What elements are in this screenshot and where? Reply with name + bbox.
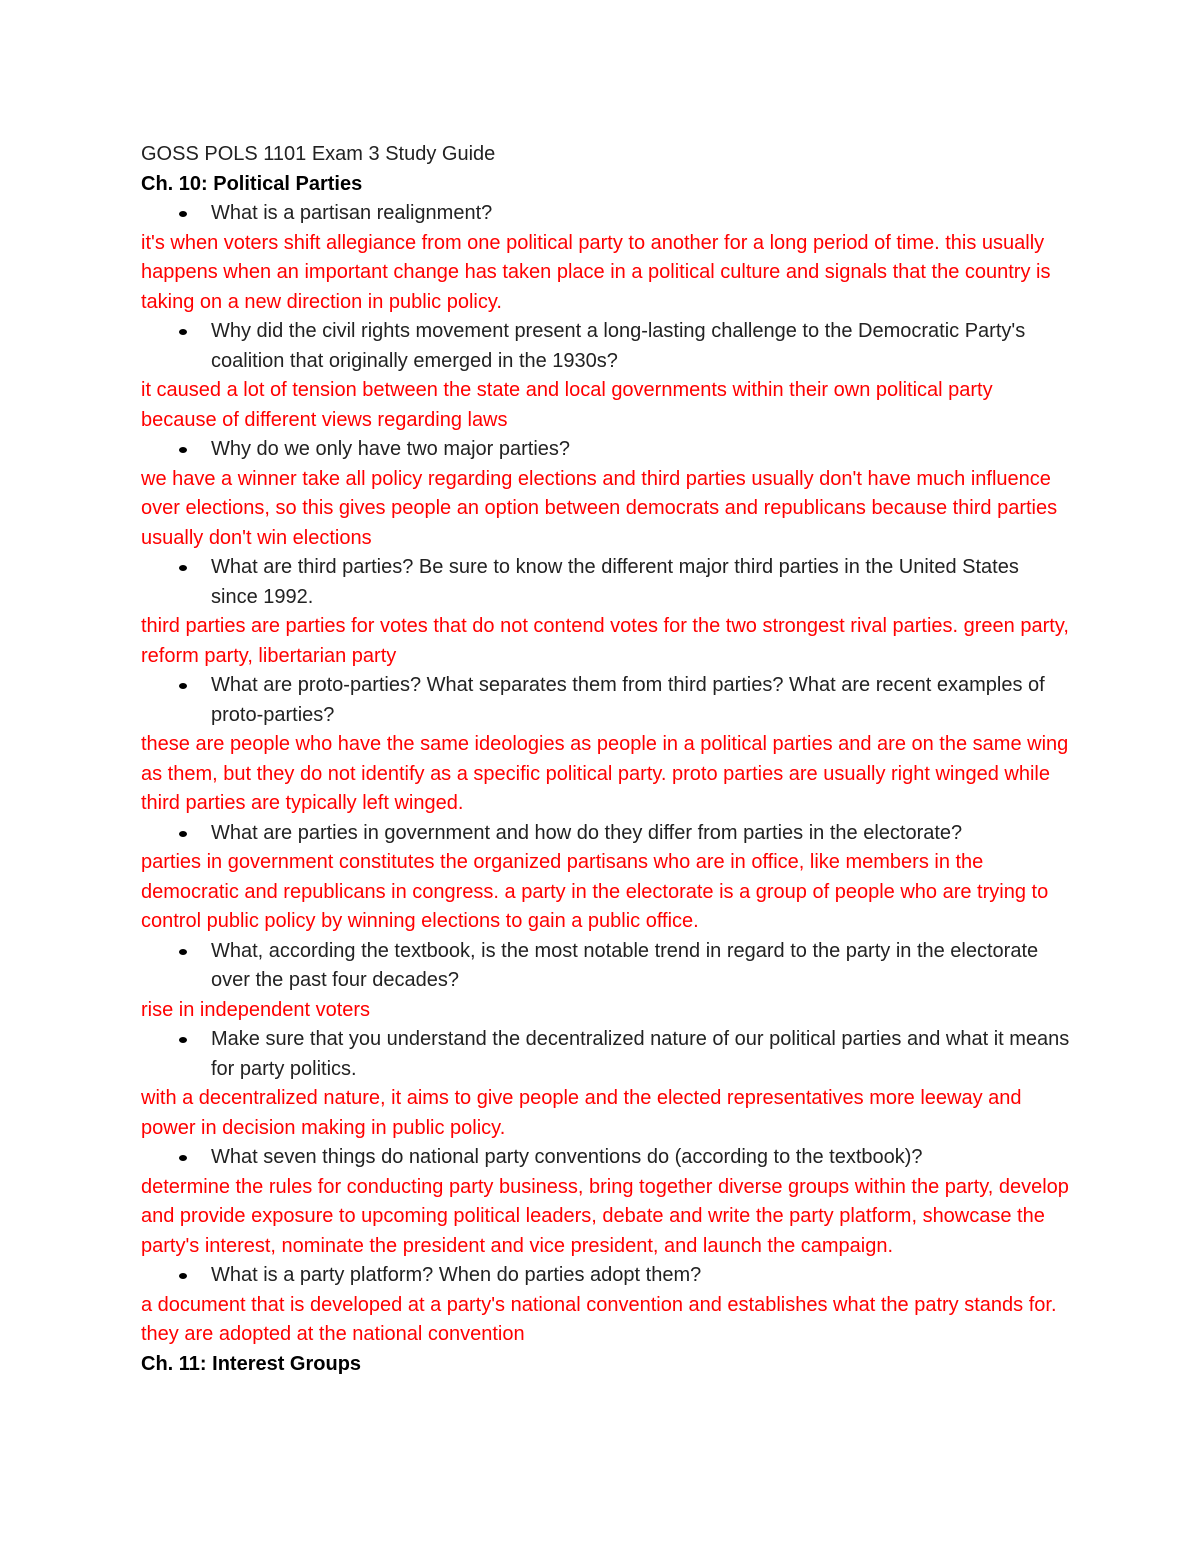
question-item bbox=[141, 1025, 1071, 1143]
answer-text: it caused a lot of tension between the state and local governments within their own political party because of different views regarding laws bbox=[141, 379, 993, 431]
bullet-icon bbox=[179, 1155, 187, 1161]
answer-text: rise in independent voters bbox=[141, 998, 371, 1021]
question-item bbox=[141, 553, 1071, 671]
question-text: What are proto-parties? What separates them from third parties? What are recent examples of proto-parties? bbox=[141, 671, 1071, 730]
chapter-11-heading: Ch. 11: Interest Groups bbox=[141, 1352, 362, 1375]
answer-text: with a decentralized nature, it aims to give people and the elected representatives more leeway and power in decision making in public policy. bbox=[141, 1087, 1022, 1139]
answer-text: we have a winner take all policy regarding elections and third parties usually don't have much influence over elections, so this gives people an option between democrats and republicans because third parties usually don't win elections bbox=[141, 467, 1058, 549]
question-item bbox=[141, 435, 1071, 553]
answer-text: it's when voters shift allegiance from one political party to another for a long period of time. this usually happens when an important change has taken place in a political culture and signals that the country is taking on a new direction in public policy. bbox=[141, 231, 1051, 313]
bullet-icon bbox=[179, 949, 187, 955]
question-item bbox=[141, 671, 1071, 819]
question-text: Why do we only have two major parties? bbox=[141, 435, 1071, 465]
bullet-icon bbox=[179, 683, 187, 689]
bullet-icon bbox=[179, 1273, 187, 1279]
answer-text: parties in government constitutes the organized partisans who are in office, like members in the democratic and republicans in congress. a party in the electorate is a group of people who are trying to control public policy by winning elections to gain a public office. bbox=[141, 851, 1049, 932]
answer-text: third parties are parties for votes that do not contend votes for the two strongest rival parties. green party, reform party, libertarian party bbox=[141, 615, 1069, 667]
bullet-icon bbox=[179, 447, 187, 453]
answer-text: determine the rules for conducting party business, bring together diverse groups within the party, develop and provide exposure to upcoming political leaders, debate and write the party platform, showcase the party's interest, nominate the president and vice president, and launch the campaign. bbox=[141, 1175, 1069, 1257]
question-text: What are third parties? Be sure to know the different major third parties in the United States since 1992. bbox=[141, 553, 1071, 612]
chapter-10-heading: Ch. 10: Political Parties bbox=[141, 172, 363, 195]
document-title: GOSS POLS 1101 Exam 3 Study Guide bbox=[141, 143, 496, 165]
document-page bbox=[141, 140, 1071, 1379]
bullet-icon bbox=[179, 831, 187, 837]
question-text: What, according the textbook, is the most notable trend in regard to the party in the electorate over the past four decades? bbox=[141, 937, 1071, 996]
question-text: What is a party platform? When do parties adopt them? bbox=[141, 1261, 1071, 1291]
question-text: What are parties in government and how do they differ from parties in the electorate? bbox=[141, 819, 1071, 849]
question-item bbox=[141, 1143, 1071, 1261]
question-item bbox=[141, 819, 1071, 937]
bullet-icon bbox=[179, 565, 187, 571]
answer-text: these are people who have the same ideologies as people in a political parties and are on the same wing as them, but they do not identify as a specific political party. proto parties are usually right winged while third parties are typically left winged. bbox=[141, 733, 1069, 814]
question-text: Why did the civil rights movement present a long-lasting challenge to the Democratic Party's coalition that originally emerged in the 1930s? bbox=[141, 317, 1071, 376]
bullet-icon bbox=[179, 211, 187, 217]
bullet-icon bbox=[179, 1037, 187, 1043]
question-text: Make sure that you understand the decentralized nature of our political parties and what it means for party politics. bbox=[141, 1025, 1071, 1084]
question-text: What is a partisan realignment? bbox=[141, 199, 1071, 229]
question-item bbox=[141, 937, 1071, 1026]
question-text: What seven things do national party conventions do (according to the textbook)? bbox=[141, 1143, 1071, 1173]
question-item bbox=[141, 317, 1071, 435]
answer-text: a document that is developed at a party's national convention and establishes what the patry stands for. they are adopted at the national convention bbox=[141, 1293, 1057, 1345]
question-item bbox=[141, 199, 1071, 317]
bullet-icon bbox=[179, 329, 187, 335]
question-item bbox=[141, 1261, 1071, 1350]
